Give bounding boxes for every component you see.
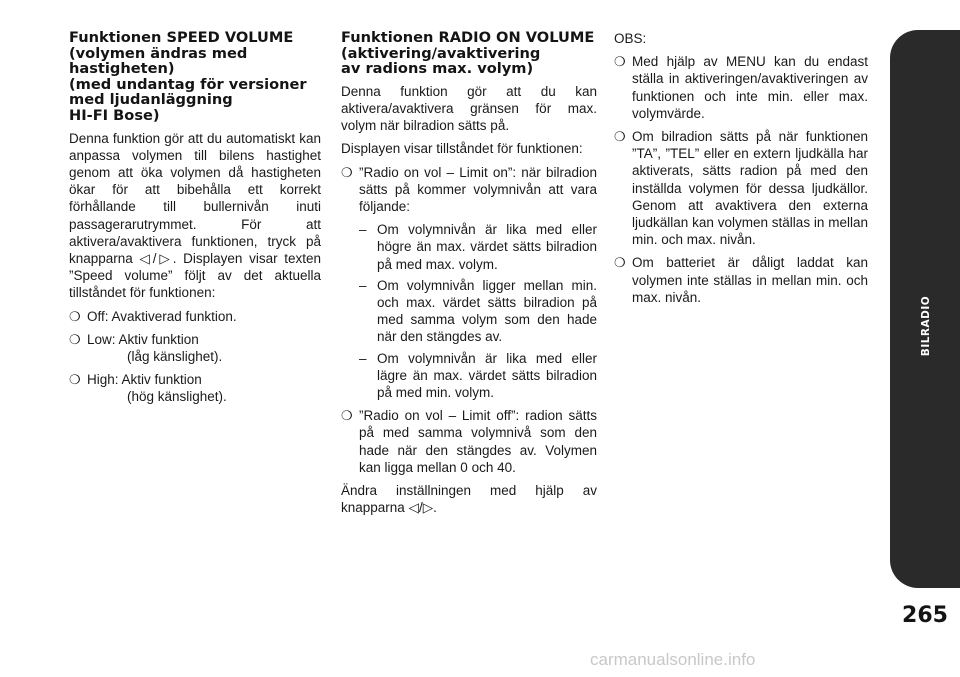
list-item-text: Med hjälp av MENU kan du endast ställa in aktiveringen/avaktiveringen av funktionen och inte min. eller max. volymvärde. xyxy=(632,54,868,121)
list-item-text: Om bilradion sätts på när funktionen ”TA”, ”TEL” eller en extern ljudkälla har aktiverats, sätts radion på med den inställda volymen för dessa ljudkällor. Genom att avaktivera den externa ljudkällan kan volymen ställas in mellan min. och max. nivån. xyxy=(632,129,868,248)
heading-line: med ljudanläggning xyxy=(69,91,233,109)
paragraph-text-end: . Displayen visar texten ”Speed volume” följt av det aktuella tillståndet för funktionen: xyxy=(69,250,321,301)
speed-volume-paragraph xyxy=(69,130,321,302)
heading-line: Funktionen RADIO ON VOLUME xyxy=(341,29,595,46)
radio-on-volume-heading xyxy=(341,30,597,77)
heading-line: av radions max. volym) xyxy=(341,60,534,78)
list-item-subtext: (låg känslighet). xyxy=(127,349,223,364)
paragraph-text: Denna funktion gör att du automatiskt kan anpassa volymen till bilens hastighet genom att öka volymen då hastigheten ökar för att bibehålla ett korrekt förhållande till bullernivån inuti passagerarutrymmet. För att aktivera/avaktivera funktionen, tryck på knapparna xyxy=(69,130,321,266)
paragraph-text-end: . xyxy=(433,500,437,516)
left-right-arrows-icon: ◁/▷ xyxy=(408,500,434,516)
left-right-arrows-icon: ◁/▷ xyxy=(139,250,173,266)
heading-line: (med undantag för versioner xyxy=(69,75,307,93)
dash-item-text: Om volymnivån är lika med eller lägre än max. värdet sätts bilradion på med min. volym. xyxy=(377,350,597,401)
circle-bullet-icon: ❍ xyxy=(341,164,353,180)
change-setting-paragraph xyxy=(341,482,597,516)
page-number: 265 xyxy=(902,603,948,628)
heading-line: (volymen ändras med xyxy=(69,44,248,62)
dash-marker: – xyxy=(359,277,367,293)
list-item xyxy=(614,53,868,122)
list-item xyxy=(69,308,321,325)
middle-column xyxy=(341,30,597,522)
list-item-text: ”Radio on vol – Limit off”: radion sätts på med samma volymnivå som den hade när den stängdes av. Volymen kan ligga mellan 0 och 40. xyxy=(359,408,597,475)
circle-bullet-icon: ❍ xyxy=(341,408,353,424)
dash-item-text: Om volymnivån är lika med eller högre än max. värdet sätts bilradion på med max. volym. xyxy=(377,222,597,272)
list-item xyxy=(614,254,868,306)
circle-bullet-icon: ❍ xyxy=(614,255,626,271)
list-item xyxy=(341,407,597,476)
list-item xyxy=(69,331,321,365)
right-column xyxy=(614,30,868,312)
left-column xyxy=(69,30,321,412)
dash-item xyxy=(341,277,597,346)
list-item xyxy=(341,164,597,216)
paragraph-text: Ändra inställningen med hjälp av knapparna xyxy=(341,483,597,516)
dash-item xyxy=(341,350,597,402)
dash-marker: – xyxy=(359,350,367,366)
dash-item xyxy=(341,221,597,273)
intro-paragraph: Denna funktion gör att du kan aktivera/avaktivera gränsen för max. volym när bilradion sätts på. xyxy=(341,83,597,134)
list-item-text: Off: Avaktiverad funktion. xyxy=(87,308,237,324)
circle-bullet-icon: ❍ xyxy=(69,372,81,388)
display-paragraph: Displayen visar tillståndet för funktionen: xyxy=(341,141,583,157)
watermark: carmanualsonline.info xyxy=(590,650,756,669)
heading-line: HI-FI Bose) xyxy=(69,106,160,124)
list-item-text: Om batteriet är dåligt laddat kan volymen inte ställas in mellan min. och max. nivån. xyxy=(632,255,868,305)
speed-volume-heading xyxy=(69,30,321,124)
list-item-text: Low: Aktiv funktion xyxy=(87,331,199,347)
list-item-subtext: (hög känslighet). xyxy=(127,389,227,405)
dash-item-text: Om volymnivån ligger mellan min. och max. värdet sätts bilradion på med samma volym som den hade när den stängdes av. xyxy=(377,277,597,345)
circle-bullet-icon: ❍ xyxy=(69,331,81,347)
list-item-text: High: Aktiv funktion xyxy=(87,372,202,388)
list-item-text: ”Radio on vol – Limit on”: när bilradion sätts på kommer volymnivån att vara följande: xyxy=(359,164,597,214)
heading-line: hastigheten) xyxy=(69,60,175,78)
list-item xyxy=(69,371,321,405)
section-tab-label: BILRADIO xyxy=(920,295,932,357)
dash-marker: – xyxy=(359,222,367,238)
heading-line: (aktivering/avaktivering xyxy=(341,44,541,62)
circle-bullet-icon: ❍ xyxy=(614,129,626,145)
circle-bullet-icon: ❍ xyxy=(614,54,626,70)
heading-line: Funktionen SPEED VOLUME xyxy=(69,29,294,46)
list-item xyxy=(614,128,868,248)
circle-bullet-icon: ❍ xyxy=(69,308,81,324)
obs-label: OBS: xyxy=(614,31,647,46)
